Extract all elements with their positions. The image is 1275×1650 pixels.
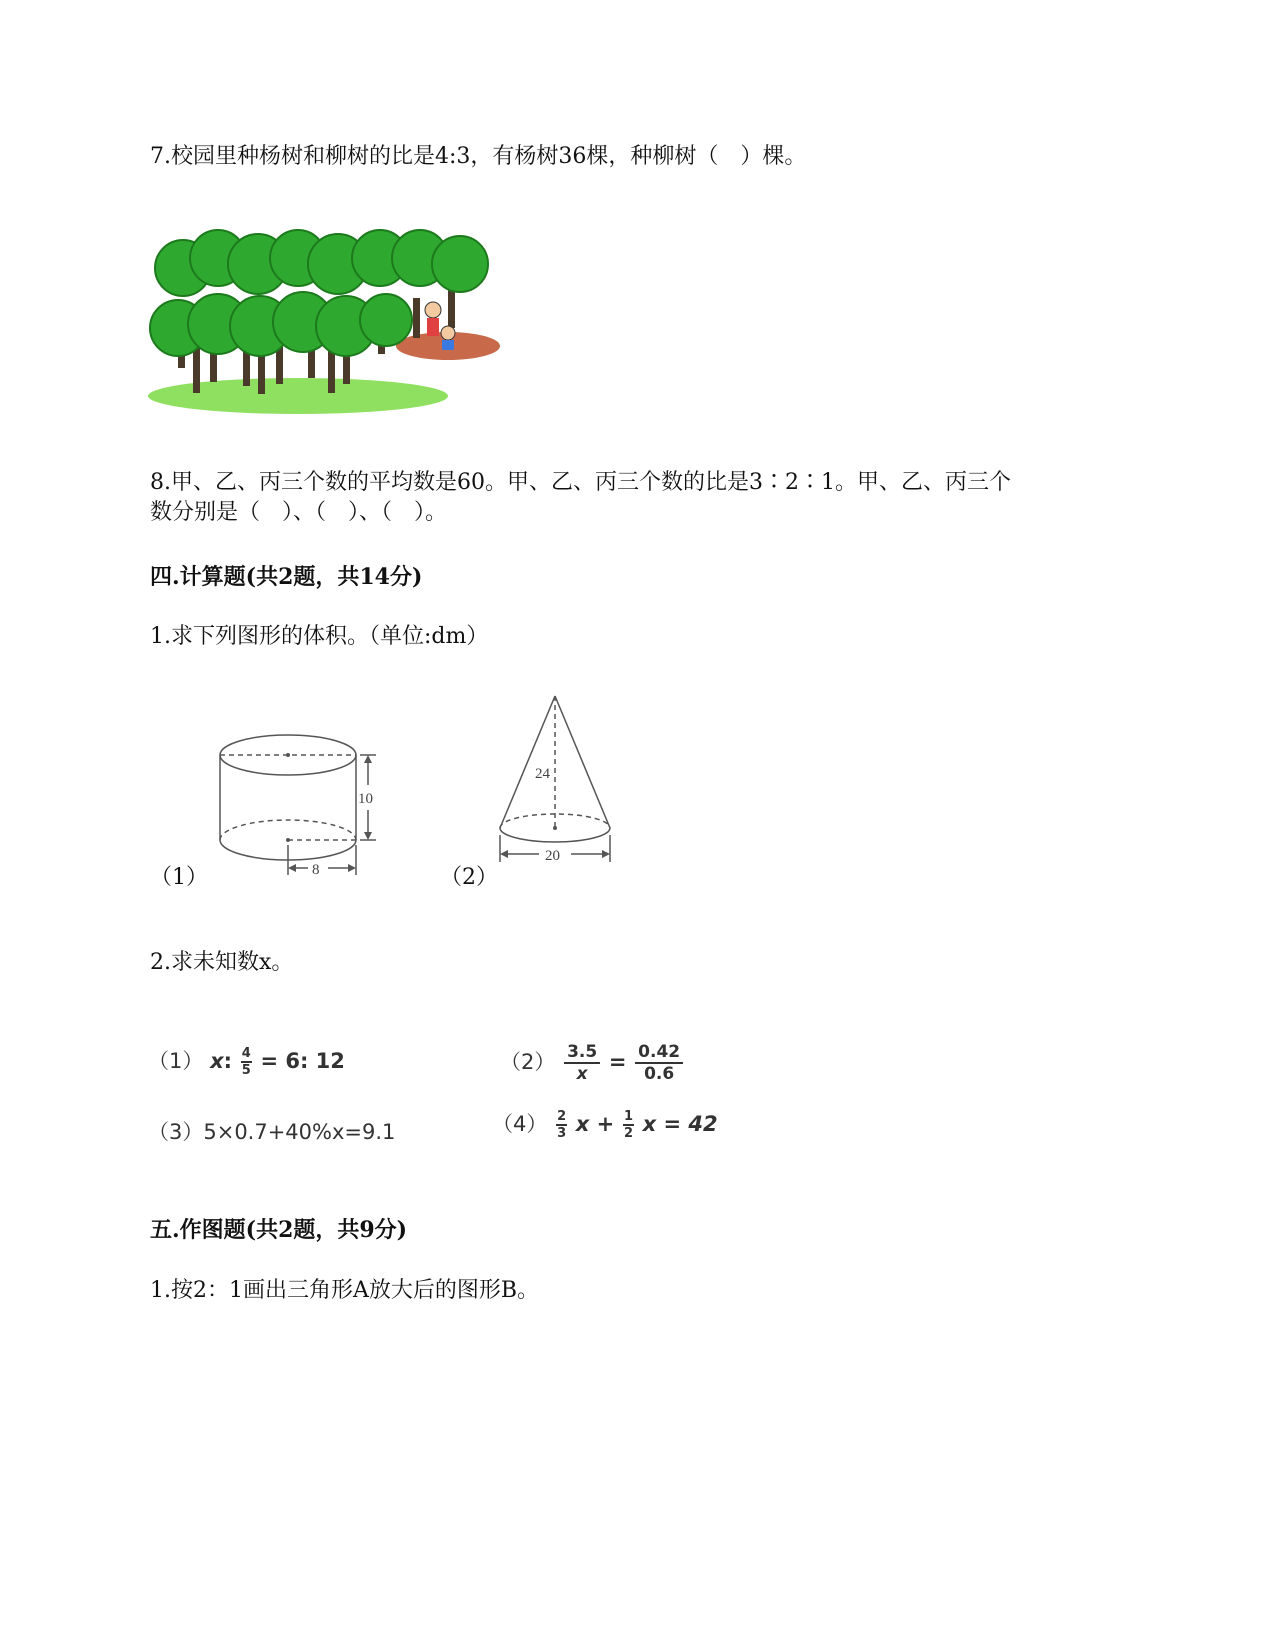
diameter-arrowhead-left (500, 850, 508, 858)
equation-2-prefix: （2） (500, 1050, 556, 1074)
question-8-line-2: 数分别是（ ）、（ ）、（ ）。 (150, 500, 448, 525)
equation-2 (500, 1042, 685, 1084)
bottom-center-dot (286, 838, 290, 842)
equation-1-variable: x (210, 1049, 224, 1073)
equation-4-rest: x = 42 (642, 1112, 718, 1136)
equation-4 (492, 1108, 718, 1141)
section-4-heading: 四.计算题(共2题，共14分) (150, 564, 423, 590)
cone-left-edge (500, 696, 555, 828)
trees-illustration (148, 228, 508, 418)
section-5-question-1: 1.按2：1画出三角形A放大后的图形B。 (150, 1278, 540, 1303)
cylinder-height-label: 10 (358, 791, 373, 807)
section-4-question-2: 2.求未知数x。 (150, 950, 294, 975)
height-arrowhead-up (364, 755, 372, 763)
cone-figure (495, 690, 625, 875)
equation-1-fraction: $\frac{4}{5}$ (241, 1046, 251, 1078)
question-7: 7.校园里种杨树和柳树的比是4:3，有杨树36棵，种柳树（ ）棵。 (150, 144, 807, 169)
cone-base-front (500, 828, 610, 842)
cylinder-radius-label: 8 (312, 862, 320, 878)
cone-height-label: 24 (535, 766, 550, 782)
equation-3: （3）5×0.7+40%x=9.1 (148, 1120, 396, 1144)
equation-4-fraction-2: $\frac{1}{2}$ (623, 1109, 633, 1141)
height-arrowhead-down (364, 832, 372, 840)
equation-1-rest: = 6: 12 (260, 1049, 345, 1073)
equation-1-prefix: （1） (148, 1049, 204, 1073)
equation-1 (148, 1045, 345, 1078)
cylinder-bottom-back (220, 820, 356, 840)
figure-2-label: （2） (440, 865, 498, 890)
equation-1-colon: : (223, 1049, 233, 1073)
equation-4-term-1: x + (575, 1112, 615, 1136)
cone-diameter-label: 20 (545, 848, 560, 864)
cone-right-edge (555, 696, 610, 828)
equation-2-left-fraction: $\frac{3.5}{x}$ (564, 1042, 600, 1084)
section-4-question-1: 1.求下列图形的体积。（单位:dm） (150, 624, 489, 649)
section-5-heading: 五.作图题(共2题，共9分) (150, 1217, 408, 1243)
cone-base-center-dot (553, 826, 557, 830)
equation-4-fraction-1: $\frac{2}{3}$ (557, 1109, 567, 1141)
cylinder-figure (210, 725, 390, 885)
figure-1-label: （1） (150, 865, 208, 890)
diameter-arrowhead-right (602, 850, 610, 858)
top-center-dot (286, 753, 290, 757)
question-8-line-1: 8.甲、乙、丙三个数的平均数是60。甲、乙、丙三个数的比是3∶2∶1。甲、乙、丙三个 (150, 470, 1011, 495)
equation-2-equals: = (608, 1050, 627, 1074)
equation-2-right-fraction: $\frac{0.42}{0.6}$ (635, 1042, 683, 1084)
radius-arrowhead-right (348, 864, 356, 872)
radius-arrowhead-left (288, 864, 296, 872)
equation-4-prefix: （4） (492, 1112, 548, 1136)
